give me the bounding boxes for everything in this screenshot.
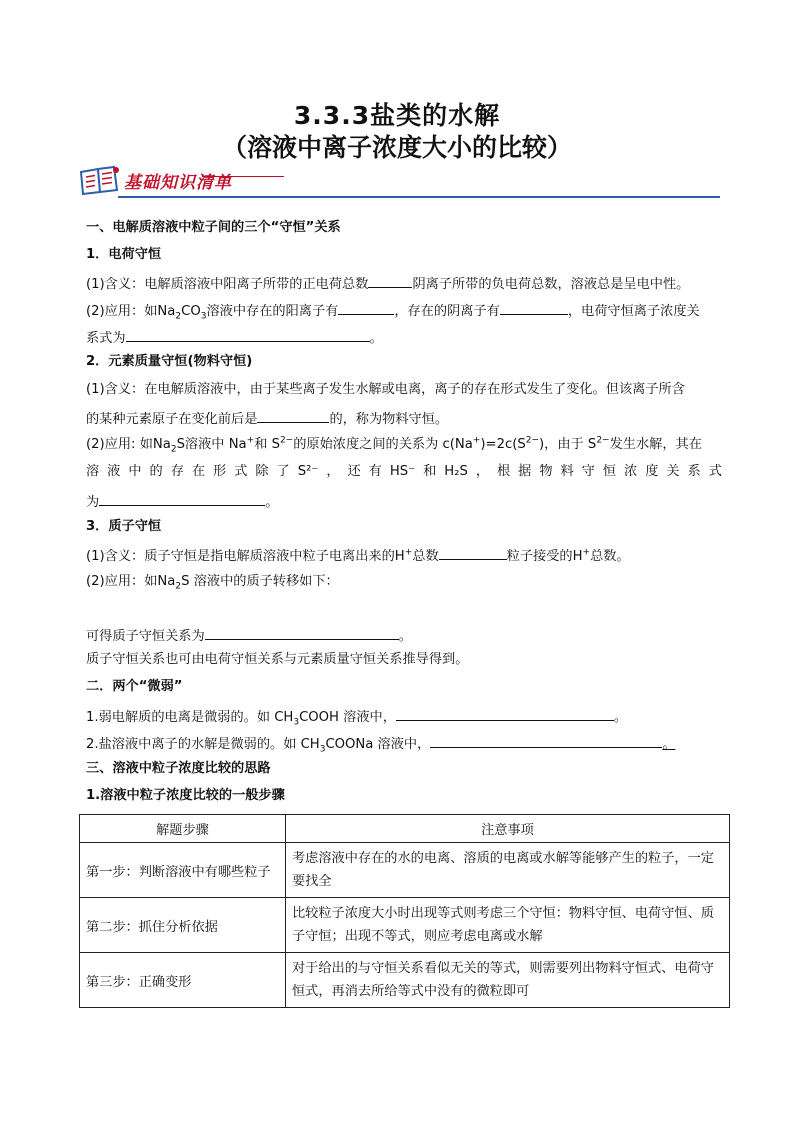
mass-application: (2)应用: 如$Na_2S$溶液中 Na+和 $S^{2-}$的原始浓度之间的关系为 $c(Na^+)=2c(S^{2-})$，由于 $S^{2-}$发生水解，其在 <box>86 435 702 455</box>
weak-item-1: 1.弱电解质的电离是微弱的。如 $CH_3COOH$ 溶液中， 。 <box>86 706 627 727</box>
section-3-subheading: 1.溶液中粒子浓度比较的一般步骤 <box>86 788 285 803</box>
justified-word: 据 <box>518 464 532 479</box>
mass-meaning: (1)含义：在电解质溶液中，由于某些离子发生水解或电离，离子的存在形式发生了变化。但该离子所含 <box>86 382 685 397</box>
blank-field[interactable] <box>439 545 507 560</box>
proton-result: 可得质子守恒关系为 。 <box>86 625 412 646</box>
blank-field[interactable] <box>257 408 329 423</box>
table-cell-step: 第二步：抓住分析依据 <box>80 898 286 953</box>
justified-word: 中 <box>128 464 142 479</box>
justified-word: 浓 <box>624 464 638 479</box>
justified-word: 液 <box>107 464 121 479</box>
justified-word: 式 <box>234 464 248 479</box>
table-cell-step: 第一步：判断溶液中有哪些粒子 <box>80 843 286 898</box>
banner-label: 基础知识清单 <box>124 173 232 193</box>
table-row <box>80 843 730 898</box>
justified-word: 的 <box>149 464 163 479</box>
justified-word: S²⁻ <box>297 464 319 479</box>
table-row <box>80 898 730 953</box>
justified-word: 除 <box>255 464 269 479</box>
section-1-heading: 一、电解质溶液中粒子间的三个“守恒”关系 <box>86 220 341 235</box>
justified-word: 还 <box>347 464 361 479</box>
table-header-cell: 解题步骤 <box>80 815 286 843</box>
mass-heading: 2．元素质量守恒(物料守恒) <box>86 354 253 369</box>
section-2-heading: 二．两个“微弱” <box>86 679 183 694</box>
blank-field[interactable] <box>205 625 399 640</box>
banner-rule <box>118 196 720 198</box>
charge-meaning: (1)含义：电解质溶液中阳离子所带的正电荷总数 阴离子所带的负电荷总数，溶液总是呈电中性。 <box>86 273 689 294</box>
justified-word: 系 <box>687 464 701 479</box>
weak-item-2: 2.盐溶液中离子的水解是微弱的。如 $CH_3COONa$ 溶液中， 。 <box>86 733 676 754</box>
justified-word: HS⁻ <box>389 464 416 479</box>
blank-field[interactable] <box>126 327 370 342</box>
justified-word: 料 <box>560 464 574 479</box>
table-cell-note: 对于给出的与守恒关系看似无关的等式，则需要列出物料守恒式、电荷守恒式，再消去所给等式中没有的微粒即可 <box>286 953 730 1008</box>
justified-word: 和 <box>423 464 437 479</box>
blank-field[interactable] <box>500 300 568 315</box>
justified-word: 溶 <box>86 464 100 479</box>
justified-word: ， <box>326 464 340 479</box>
justified-word: 形 <box>213 464 227 479</box>
blank-field[interactable] <box>338 300 394 315</box>
section-3-heading: 三、溶液中粒子浓度比较的思路 <box>86 761 271 776</box>
mass-application-end: 为 。 <box>86 491 278 512</box>
title-line-1: 3.3.3盐类的水解 <box>293 101 501 130</box>
justified-word: 恒 <box>602 464 617 479</box>
proton-heading: 3．质子守恒 <box>86 519 162 534</box>
blank-field[interactable] <box>368 273 412 288</box>
proton-note: 质子守恒关系也可由电荷守恒关系与元素质量守恒关系推导得到。 <box>86 652 469 667</box>
table-row <box>80 953 730 1008</box>
justified-word: 了 <box>276 464 290 479</box>
table-header-cell: 注意事项 <box>286 815 730 843</box>
title-line-2: （溶液中离子浓度大小的比较） <box>221 133 572 162</box>
table-header-row <box>80 815 730 843</box>
charge-application: (2)应用：如$Na_2CO_3$溶液中存在的阳离子有 ，存在的阴离子有 ，电荷守恒离子浓度关 <box>86 300 700 321</box>
justified-word: 根 <box>496 464 511 479</box>
justified-word: H₂S <box>444 464 468 479</box>
table-cell-note: 考虑溶液中存在的水的电离、溶质的电离或水解等能够产生的粒子，一定要找全 <box>286 843 730 898</box>
charge-heading: 1．电荷守恒 <box>86 247 162 262</box>
justified-word: 关 <box>666 464 680 479</box>
justified-word: 守 <box>581 464 595 479</box>
book-icon <box>78 164 122 196</box>
justified-word: ， <box>475 464 489 479</box>
section-banner <box>78 160 720 202</box>
mass-meaning-cont: 的某种元素原子在变化前后是 的，称为物料守恒。 <box>86 408 448 429</box>
blank-field[interactable] <box>99 491 265 506</box>
blank-field[interactable] <box>396 706 614 721</box>
justified-word: 有 <box>368 464 382 479</box>
justified-word: 度 <box>645 464 659 479</box>
blank-field[interactable] <box>430 733 662 748</box>
justified-word: 在 <box>191 464 206 479</box>
mass-application-cont <box>86 463 722 481</box>
justified-word: 式 <box>708 464 722 479</box>
justified-word: 物 <box>539 464 553 479</box>
table-cell-note: 比较粒子浓度大小时出现等式则考虑三个守恒：物料守恒、电荷守恒、质子守恒；出现不等式，则应考虑电离或水解 <box>286 898 730 953</box>
table-cell-step: 第三步：正确变形 <box>80 953 286 1008</box>
justified-word: 存 <box>170 464 184 479</box>
proton-application: (2)应用：如$Na_2S$ 溶液中的质子转移如下： <box>86 574 339 592</box>
steps-table <box>79 814 730 1008</box>
proton-meaning: (1)含义：质子守恒是指电解质溶液中粒子电离出来的H+总数 粒子接受的H+总数。 <box>86 545 630 566</box>
charge-application-cont: 系式为 。 <box>86 327 383 348</box>
